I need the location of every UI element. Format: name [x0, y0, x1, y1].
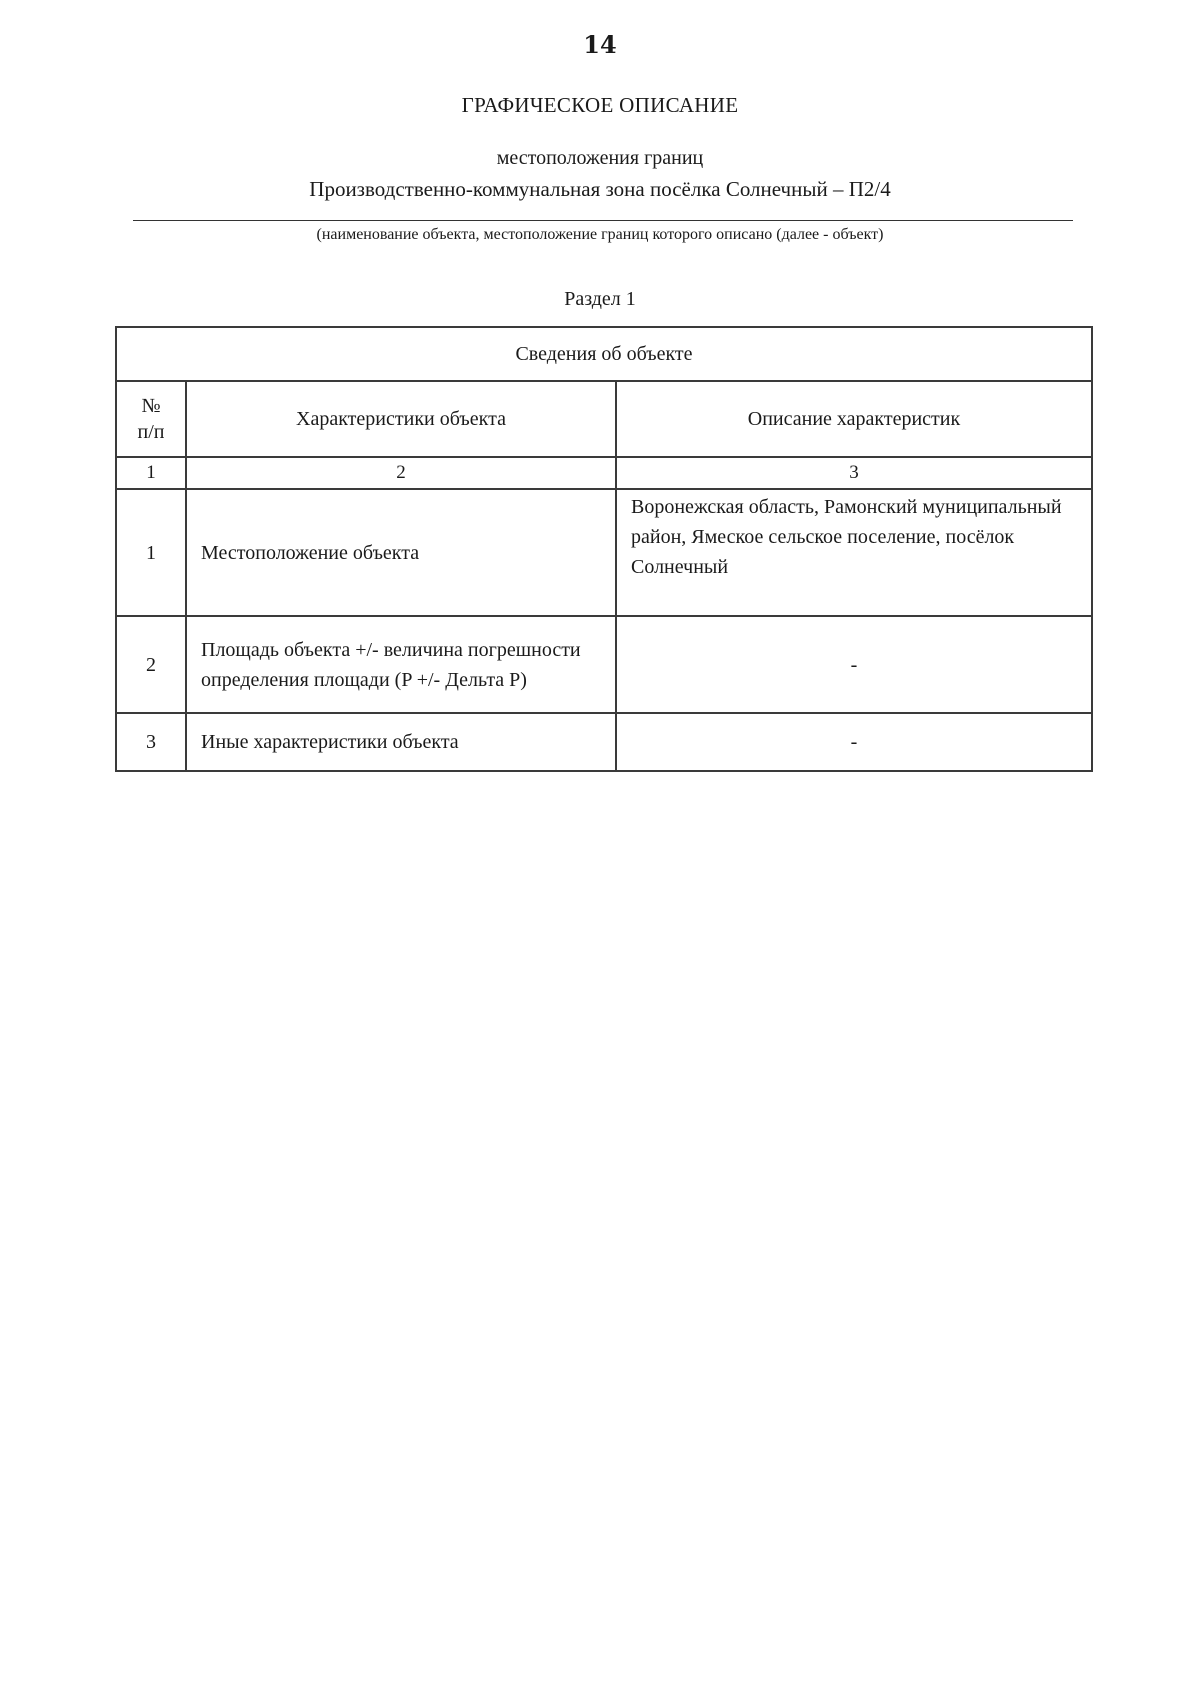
- table-row: [116, 713, 1092, 771]
- row-description: Воронежская область, Рамонский муниципальный район, Ямеское сельское поселение, посёлок Солнечный: [616, 489, 1092, 616]
- table-row: [116, 489, 1092, 616]
- column-index: 1: [116, 457, 186, 489]
- table-caption-row: [116, 327, 1092, 381]
- header-characteristic: Характеристики объекта: [186, 381, 616, 457]
- section-label: Раздел 1: [564, 288, 636, 310]
- underline-rule: [133, 220, 1073, 221]
- header-number: [116, 381, 186, 457]
- table-caption: Сведения об объекте: [116, 327, 1092, 381]
- table-row: [116, 616, 1092, 713]
- rule-caption: (наименование объекта, местоположение границ которого описано (далее - объект): [316, 226, 884, 243]
- row-number: 3: [116, 713, 186, 771]
- row-characteristic: Площадь объекта +/- величина погрешности определения площади (P +/- Дельта P): [186, 616, 616, 713]
- row-description: -: [616, 713, 1092, 771]
- object-info-table: [115, 326, 1093, 772]
- document-title: ГРАФИЧЕСКОЕ ОПИСАНИЕ: [461, 93, 739, 117]
- column-index: 2: [186, 457, 616, 489]
- header-number-symbol: №: [141, 395, 161, 417]
- row-characteristic: Иные характеристики объекта: [186, 713, 616, 771]
- row-number: 1: [116, 489, 186, 616]
- header-number-abbrev: п/п: [137, 421, 165, 443]
- row-number: 2: [116, 616, 186, 713]
- header-description: Описание характеристик: [616, 381, 1092, 457]
- subtitle-object-name: Производственно-коммунальная зона посёлка Солнечный – П2/4: [309, 177, 891, 201]
- row-description: -: [616, 616, 1092, 713]
- table-header-row: [116, 381, 1092, 457]
- row-characteristic: Местоположение объекта: [186, 489, 616, 616]
- page-number: 14: [583, 30, 617, 59]
- subtitle-boundaries: местоположения границ: [496, 147, 704, 169]
- column-index: 3: [616, 457, 1092, 489]
- column-index-row: [116, 457, 1092, 489]
